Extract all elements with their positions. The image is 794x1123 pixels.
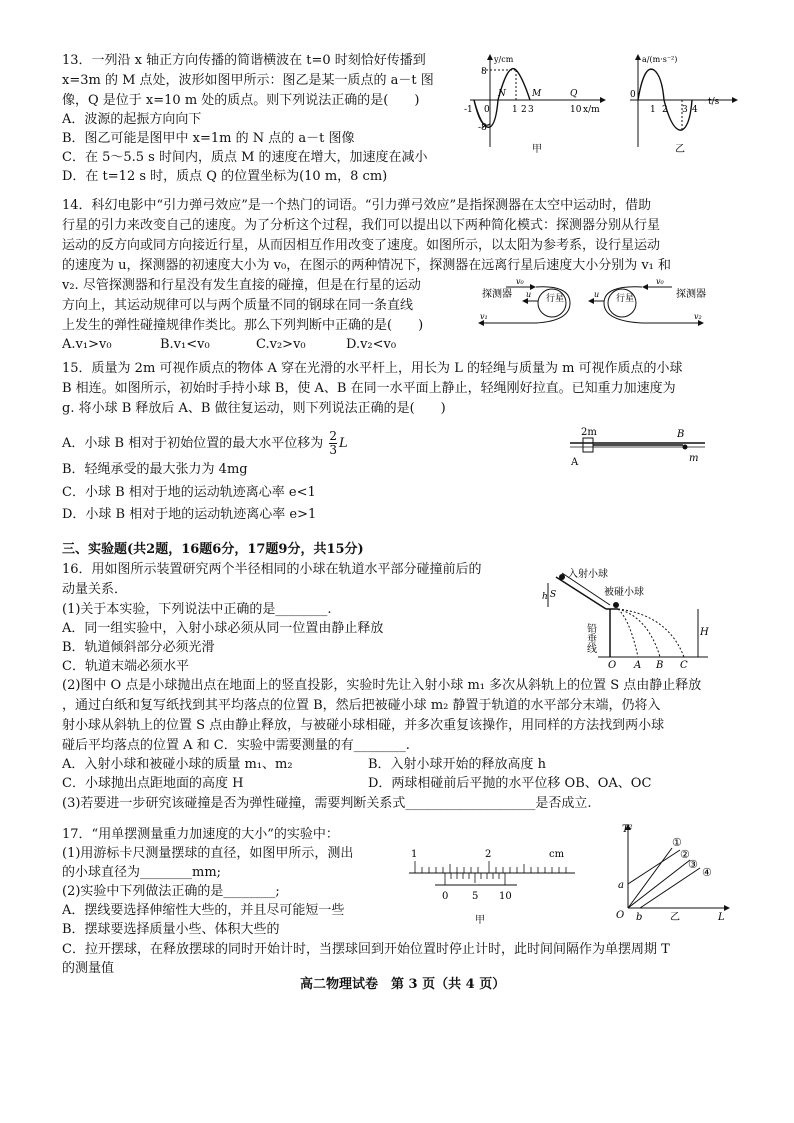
svg-text:v₁: v₁	[480, 312, 488, 321]
svg-text:h: h	[542, 592, 548, 602]
yi-ylabel: a/(m·s⁻²)	[642, 55, 678, 64]
jia-point-m: M	[532, 89, 542, 99]
q16-p2-line-3: 射小球从斜轨上的位置 S 点由静止释放，与被碰小球相碰，并多次重复该操作，用同样的方法找到两小球	[62, 718, 665, 733]
q13-line-3: 像，Q 是位于 x=10 m 处的质点。则下列说法正确的是( )	[62, 93, 420, 108]
q17-line-1: 17．“用单摆测量重力加速度的大小”的实验中：	[62, 827, 339, 842]
svg-text:u: u	[594, 290, 600, 299]
svg-text:5: 5	[472, 891, 479, 902]
q14-line-2: 行星的引力来改变自己的速度。为了分析这个过程，我们可以提出以下两种简化模式：探测器分别从行星	[62, 218, 661, 233]
q16-line-3: (1)关于本实验，下列说法中正确的是________.	[62, 602, 332, 617]
q17-line-3: 的小球直径为________mm;	[62, 865, 222, 880]
q16-line-1: 16．用如图所示装置研究两个半径相同的小球在轨道水平部分碰撞前后的	[62, 562, 482, 577]
q17-caliper-figure	[405, 843, 580, 928]
q16-option-b-2: B．入射小球开始的释放高度 h	[368, 757, 547, 772]
q16-option-a-1: A．同一组实验中，入射小球必须从同一位置由静止释放	[62, 621, 384, 636]
label-a: A	[571, 457, 579, 468]
q14-option-b: B.v₁<v₀	[160, 337, 210, 352]
svg-text:v₀: v₀	[656, 277, 664, 286]
q14-option-a: A.v₁>v₀	[62, 337, 112, 352]
jia-ytick-neg8: -8	[478, 123, 487, 133]
graph-ylabel: T²	[622, 824, 633, 835]
svg-text:10: 10	[499, 891, 512, 902]
q14-line-4: 的速度为 u，探测器的初速度大小为 v₀，在图示的两种情况下，探测器在远离行星后速度大小分别为 v₁ 和	[62, 258, 672, 273]
line-4-label: ④	[702, 866, 712, 879]
mass-a-label: 2m	[581, 427, 597, 438]
q16-collision-figure	[538, 565, 718, 670]
svg-text:v₀: v₀	[516, 277, 524, 286]
yi-tick-0: 0	[630, 90, 636, 100]
svg-text:B: B	[656, 660, 664, 670]
q13-line-1: 13．一列沿 x 轴正方向传播的简谐横波在 t=0 时刻恰好传播到	[62, 53, 426, 68]
q16-option-c-2: C．小球抛出点距地面的高度 H	[62, 776, 244, 791]
q16-p2-line-2: ，通过白纸和复写纸找到其平均落点的位置 B，然后把被碰小球 m₂ 静置于轨道的水平部分末端，仍将入	[62, 698, 661, 713]
svg-text:2: 2	[485, 849, 492, 860]
mass-b-label: m	[689, 453, 699, 464]
incident-ball-label: 入射小球	[568, 569, 608, 580]
svg-text:A: A	[634, 660, 642, 670]
svg-text:C: C	[680, 660, 688, 670]
graph-xlabel: L	[718, 912, 725, 923]
q15-option-b: B．轻绳承受的最大张力为 4mg	[62, 462, 248, 477]
q17-option-a: A．摆线要选择伸缩性大些的，并且尽可能短一些	[62, 903, 345, 918]
q16-p3: (3)若要进一步研究该碰撞是否为弹性碰撞，需要判断关系式____________________是否成立.	[62, 796, 592, 811]
q17-option-b: B．摆球要选择质量小些、体积大些的	[62, 922, 280, 937]
jia-xtick-2: 2	[521, 105, 527, 115]
q14-line-6: 方向上，其运动规律可以与两个质量不同的钢球在同一条直线	[62, 298, 414, 313]
line-2-label: ②	[680, 848, 690, 861]
q16-option-a-2: A．入射小球和被碰小球的质量 m₁、m₂	[62, 757, 293, 772]
line-3-label: ③	[688, 858, 698, 871]
svg-text:H: H	[700, 627, 709, 638]
q17-line-4: (2)实验中下列做法正确的是________;	[62, 884, 280, 899]
q17-t2-l-graph	[608, 820, 738, 930]
q15-rod-figure	[565, 425, 710, 470]
graph-caption: 乙	[670, 912, 680, 923]
q16-line-2: 动量关系．	[62, 582, 128, 597]
q16-p2-line-1: (2)图中 O 点是小球抛出点在地面上的竖直投影，实验时先让入射小球 m₁ 多次从斜轨上的位置 S 点由静止释放	[62, 678, 702, 693]
svg-text:u: u	[526, 290, 532, 299]
q17-line-2: (1)用游标卡尺测量摆球的直径，如图甲所示，测出	[62, 846, 354, 861]
svg-text:b: b	[636, 912, 643, 923]
jia-xtick-0: 0	[484, 105, 490, 115]
yi-tick-1: 1	[650, 105, 656, 115]
svg-text:S: S	[550, 590, 557, 600]
q17-option-c-line-1: C．拉开摆球，在释放摆球的同时开始计时，当摆球回到开始位置时停止计时，此时间间隔作为单摆周期 T	[62, 942, 670, 957]
q16-p2-line-4: 碰后平均落点的位置 A 和 C．实验中需要测量的有________.	[62, 738, 410, 753]
probe-label-left: 探测器	[482, 289, 512, 300]
yi-tick-4: 4	[692, 105, 698, 115]
svg-text:cm: cm	[549, 849, 565, 860]
jia-xtick-10: 10	[570, 105, 582, 115]
section-3-title: 三、实验题(共2题，16题6分，17题9分，共15分)	[62, 542, 364, 557]
q17-option-c-line-2: 的测量值	[62, 961, 115, 976]
q13-at-figure-yi	[620, 52, 745, 157]
q14-line-3: 运动的反方向或同方向接近行星，从而因相互作用改变了速度。如图所示，以太阳为参考系，设行星运动	[62, 238, 661, 253]
q14-line-5: v₂. 尽管探测器和行星没有发生直接的碰撞，但是在行星的运动	[62, 278, 421, 293]
svg-text:O: O	[616, 910, 625, 921]
q14-option-d: D.v₂<v₀	[346, 337, 397, 352]
q16-option-b-1: B．轨道倾斜部分必须光滑	[62, 640, 215, 655]
yi-xlabel: t/s	[708, 97, 720, 107]
line-1-label: ①	[672, 836, 682, 849]
q13-wave-figure-jia	[460, 52, 610, 157]
svg-text:O: O	[608, 660, 617, 670]
jia-xtick-3: 3	[528, 105, 534, 115]
svg-text:a: a	[618, 880, 624, 891]
yi-tick-3: 3	[682, 105, 688, 115]
q13-option-a: A．波源的起振方向向下	[62, 112, 202, 127]
jia-ytick-8: 8	[481, 67, 487, 77]
q13-line-2: x=3m 的 M 点处，波形如图甲所示：图乙是某一质点的 a－t 图	[62, 73, 434, 88]
q14-line-1: 14．科幻电影中“引力弹弓效应”是一个热门的词语。“引力弹弓效应”是指探测器在太空中运动时，借助	[62, 198, 652, 213]
jia-caption: 甲	[532, 144, 542, 155]
page-footer: 高二物理试卷 第 3 页（共 4 页）	[300, 977, 506, 992]
q15-line-1: 15．质量为 2m 可视作质点的物体 A 穿在光滑的水平杆上，用长为 L 的轻绳与质量为 m 可视作质点的小球	[62, 361, 683, 376]
q14-option-c: C.v₂>v₀	[256, 337, 306, 352]
fraction-two-thirds: $\frac{2}{3}$	[329, 429, 337, 457]
q14-line-7: 上发生的弹性碰撞规律作类比。那么下列判断中正确的是( )	[62, 318, 424, 333]
jia-point-q: Q	[570, 89, 578, 99]
plumb-line-label: 铅垂线	[584, 623, 596, 653]
yi-tick-2: 2	[662, 105, 668, 115]
caliper-caption: 甲	[475, 915, 485, 926]
q15-option-a: A．小球 B 相对于初始位置的最大水平位移为 $\frac{2}{3}$ L	[62, 429, 348, 457]
jia-xtick-1: 1	[512, 105, 518, 115]
q15-line-2: B 相连。如图所示，初始时手持小球 B，使 A、B 在同一水平面上静止，轻绳刚好拉直。已知重力加速度为	[62, 381, 676, 396]
jia-ylabel: y/cm	[494, 55, 514, 64]
svg-text:v₂: v₂	[694, 312, 702, 321]
q16-option-d-2: D．两球相碰前后平抛的水平位移 OB、OA、OC	[368, 776, 652, 791]
jia-xtick-neg1: -1	[464, 105, 473, 115]
target-ball-label: 被碰小球	[604, 587, 644, 598]
probe-label-right: 探测器	[676, 289, 706, 300]
planet-label-right: 行星	[616, 294, 635, 304]
planet-label-left: 行星	[546, 294, 565, 304]
q16-option-c-1: C．轨道末端必须水平	[62, 659, 189, 674]
label-b: B	[677, 429, 685, 440]
q14-slingshot-figure	[470, 275, 730, 337]
q15-option-d: D．小球 B 相对于地的运动轨迹离心率 e>1	[62, 507, 317, 522]
q13-option-c: C．在 5～5.5 s 时间内，质点 M 的速度在增大，加速度在减小	[62, 150, 428, 165]
q13-option-d: D．在 t=12 s 时，质点 Q 的位置坐标为(10 m，8 cm)	[62, 169, 388, 184]
svg-text:1: 1	[411, 849, 418, 860]
svg-text:0: 0	[442, 891, 449, 902]
jia-xlabel: x/m	[583, 105, 600, 115]
q15-line-3: g. 将小球 B 释放后 A、B 做往复运动，则下列说法正确的是( )	[62, 401, 446, 416]
q13-option-b: B．图乙可能是图甲中 x=1m 的 N 点的 a－t 图像	[62, 131, 355, 146]
jia-point-n: N	[498, 89, 506, 99]
yi-caption: 乙	[675, 144, 685, 155]
q15-option-c: C．小球 B 相对于地的运动轨迹离心率 e<1	[62, 485, 316, 500]
